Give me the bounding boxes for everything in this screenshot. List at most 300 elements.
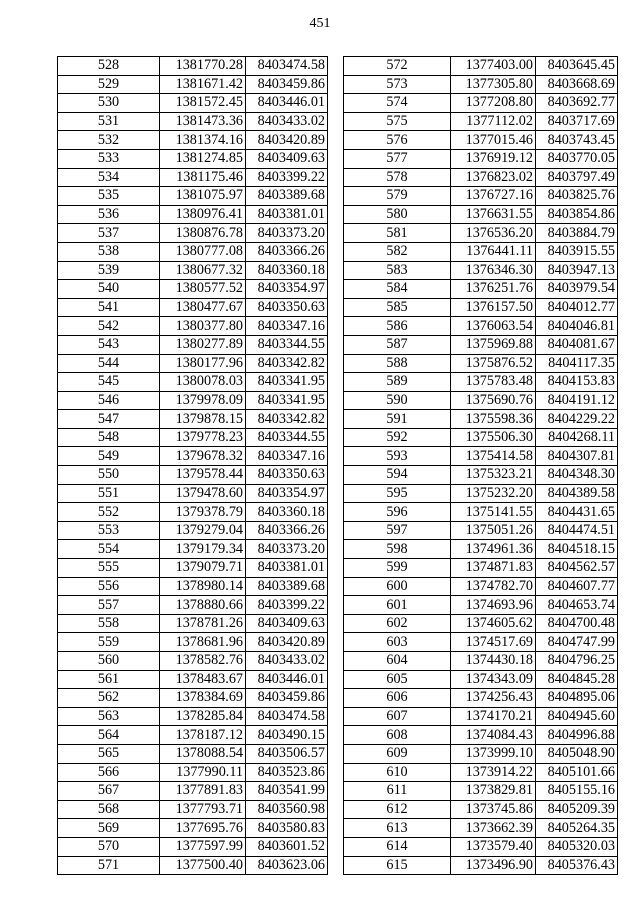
x-coordinate-cell: 1379578.44: [160, 466, 246, 485]
table-row: [344, 447, 618, 466]
y-coordinate-cell: 8404996.88: [536, 726, 618, 745]
x-coordinate-cell: 1375690.76: [451, 391, 536, 410]
point-number-cell: 538: [58, 242, 160, 261]
y-coordinate-cell: 8404653.74: [536, 596, 618, 615]
y-coordinate-cell: 8403420.89: [246, 131, 328, 150]
table-row: [344, 261, 618, 280]
table-row: [58, 652, 328, 671]
x-coordinate-cell: 1379878.15: [160, 410, 246, 429]
table-row: [58, 521, 328, 540]
x-coordinate-cell: 1375323.21: [451, 466, 536, 485]
x-coordinate-cell: 1373745.86: [451, 800, 536, 819]
table-row: [344, 856, 618, 875]
x-coordinate-cell: 1376441.11: [451, 242, 536, 261]
x-coordinate-cell: 1378880.66: [160, 596, 246, 615]
table-row: [344, 633, 618, 652]
y-coordinate-cell: 8405209.39: [536, 800, 618, 819]
x-coordinate-cell: 1379678.32: [160, 447, 246, 466]
table-row: [344, 410, 618, 429]
y-coordinate-cell: 8403381.01: [246, 205, 328, 224]
x-coordinate-cell: 1377500.40: [160, 856, 246, 875]
table-row: [58, 447, 328, 466]
table-row: [344, 205, 618, 224]
table-row: [58, 577, 328, 596]
table-row: [58, 75, 328, 94]
table-row: [344, 335, 618, 354]
point-number-cell: 545: [58, 373, 160, 392]
y-coordinate-cell: 8403350.63: [246, 466, 328, 485]
point-number-cell: 591: [344, 410, 451, 429]
y-coordinate-cell: 8403342.82: [246, 410, 328, 429]
x-coordinate-cell: 1381274.85: [160, 149, 246, 168]
coordinate-table-right: [343, 56, 618, 875]
table-row: [344, 689, 618, 708]
table-row: [344, 670, 618, 689]
x-coordinate-cell: 1377015.46: [451, 131, 536, 150]
x-coordinate-cell: 1375232.20: [451, 484, 536, 503]
table-row: [58, 205, 328, 224]
coordinate-table-left: [57, 56, 328, 875]
table-row: [58, 856, 328, 875]
point-number-cell: 585: [344, 298, 451, 317]
x-coordinate-cell: 1376536.20: [451, 224, 536, 243]
x-coordinate-cell: 1373496.90: [451, 856, 536, 875]
x-coordinate-cell: 1376727.16: [451, 187, 536, 206]
point-number-cell: 601: [344, 596, 451, 615]
table-row: [344, 800, 618, 819]
point-number-cell: 539: [58, 261, 160, 280]
y-coordinate-cell: 8403389.68: [246, 187, 328, 206]
point-number-cell: 604: [344, 652, 451, 671]
point-number-cell: 571: [58, 856, 160, 875]
y-coordinate-cell: 8404607.77: [536, 577, 618, 596]
point-number-cell: 611: [344, 782, 451, 801]
y-coordinate-cell: 8403601.52: [246, 837, 328, 856]
x-coordinate-cell: 1375051.26: [451, 521, 536, 540]
table-row: [344, 224, 618, 243]
x-coordinate-cell: 1378781.26: [160, 614, 246, 633]
y-coordinate-cell: 8403354.97: [246, 280, 328, 299]
point-number-cell: 533: [58, 149, 160, 168]
x-coordinate-cell: 1380976.41: [160, 205, 246, 224]
x-coordinate-cell: 1373829.81: [451, 782, 536, 801]
point-number-cell: 598: [344, 540, 451, 559]
y-coordinate-cell: 8403381.01: [246, 559, 328, 578]
table-row: [344, 373, 618, 392]
y-coordinate-cell: 8404431.65: [536, 503, 618, 522]
y-coordinate-cell: 8404389.58: [536, 484, 618, 503]
y-coordinate-cell: 8403825.76: [536, 187, 618, 206]
point-number-cell: 551: [58, 484, 160, 503]
y-coordinate-cell: 8403433.02: [246, 652, 328, 671]
y-coordinate-cell: 8403770.05: [536, 149, 618, 168]
x-coordinate-cell: 1377208.80: [451, 94, 536, 113]
point-number-cell: 546: [58, 391, 160, 410]
point-number-cell: 569: [58, 819, 160, 838]
point-number-cell: 530: [58, 94, 160, 113]
y-coordinate-cell: 8403409.63: [246, 149, 328, 168]
y-coordinate-cell: 8403884.79: [536, 224, 618, 243]
y-coordinate-cell: 8403373.20: [246, 540, 328, 559]
table-row: [58, 428, 328, 447]
y-coordinate-cell: 8403446.01: [246, 670, 328, 689]
y-coordinate-cell: 8403373.20: [246, 224, 328, 243]
x-coordinate-cell: 1377891.83: [160, 782, 246, 801]
x-coordinate-cell: 1380577.52: [160, 280, 246, 299]
x-coordinate-cell: 1381175.46: [160, 168, 246, 187]
table-row: [344, 707, 618, 726]
table-row: [58, 559, 328, 578]
table-row: [58, 744, 328, 763]
x-coordinate-cell: 1378681.96: [160, 633, 246, 652]
x-coordinate-cell: 1380177.96: [160, 354, 246, 373]
y-coordinate-cell: 8403854.86: [536, 205, 618, 224]
y-coordinate-cell: 8404747.99: [536, 633, 618, 652]
x-coordinate-cell: 1377793.71: [160, 800, 246, 819]
y-coordinate-cell: 8404229.22: [536, 410, 618, 429]
point-number-cell: 580: [344, 205, 451, 224]
table-row: [344, 280, 618, 299]
x-coordinate-cell: 1374782.70: [451, 577, 536, 596]
y-coordinate-cell: 8403347.16: [246, 317, 328, 336]
y-coordinate-cell: 8404895.06: [536, 689, 618, 708]
table-row: [344, 521, 618, 540]
table-row: [344, 652, 618, 671]
point-number-cell: 590: [344, 391, 451, 410]
point-number-cell: 603: [344, 633, 451, 652]
point-number-cell: 610: [344, 763, 451, 782]
point-number-cell: 568: [58, 800, 160, 819]
point-number-cell: 547: [58, 410, 160, 429]
point-number-cell: 587: [344, 335, 451, 354]
x-coordinate-cell: 1378088.54: [160, 744, 246, 763]
point-number-cell: 548: [58, 428, 160, 447]
table-row: [58, 131, 328, 150]
table-row: [58, 298, 328, 317]
point-number-cell: 581: [344, 224, 451, 243]
y-coordinate-cell: 8403409.63: [246, 614, 328, 633]
x-coordinate-cell: 1377305.80: [451, 75, 536, 94]
x-coordinate-cell: 1377597.99: [160, 837, 246, 856]
point-number-cell: 572: [344, 57, 451, 76]
point-number-cell: 600: [344, 577, 451, 596]
x-coordinate-cell: 1377990.11: [160, 763, 246, 782]
table-row: [58, 242, 328, 261]
point-number-cell: 574: [344, 94, 451, 113]
point-number-cell: 535: [58, 187, 160, 206]
table-row: [58, 633, 328, 652]
table-row: [58, 670, 328, 689]
x-coordinate-cell: 1379778.23: [160, 428, 246, 447]
x-coordinate-cell: 1376157.50: [451, 298, 536, 317]
y-coordinate-cell: 8404046.81: [536, 317, 618, 336]
x-coordinate-cell: 1380777.08: [160, 242, 246, 261]
point-number-cell: 529: [58, 75, 160, 94]
y-coordinate-cell: 8403474.58: [246, 707, 328, 726]
x-coordinate-cell: 1375969.88: [451, 335, 536, 354]
table-row: [344, 57, 618, 76]
point-number-cell: 605: [344, 670, 451, 689]
y-coordinate-cell: 8405320.03: [536, 837, 618, 856]
point-number-cell: 561: [58, 670, 160, 689]
x-coordinate-cell: 1373579.40: [451, 837, 536, 856]
x-coordinate-cell: 1378285.84: [160, 707, 246, 726]
table-row: [344, 391, 618, 410]
point-number-cell: 563: [58, 707, 160, 726]
point-number-cell: 577: [344, 149, 451, 168]
table-row: [344, 614, 618, 633]
y-coordinate-cell: 8405101.66: [536, 763, 618, 782]
point-number-cell: 606: [344, 689, 451, 708]
x-coordinate-cell: 1375414.58: [451, 447, 536, 466]
point-number-cell: 549: [58, 447, 160, 466]
point-number-cell: 534: [58, 168, 160, 187]
table-row: [58, 614, 328, 633]
y-coordinate-cell: 8403743.45: [536, 131, 618, 150]
table-row: [344, 559, 618, 578]
point-number-cell: 558: [58, 614, 160, 633]
table-row: [344, 94, 618, 113]
x-coordinate-cell: 1375598.36: [451, 410, 536, 429]
point-number-cell: 557: [58, 596, 160, 615]
table-row: [344, 75, 618, 94]
point-number-cell: 570: [58, 837, 160, 856]
x-coordinate-cell: 1381770.28: [160, 57, 246, 76]
point-number-cell: 584: [344, 280, 451, 299]
point-number-cell: 528: [58, 57, 160, 76]
x-coordinate-cell: 1380477.67: [160, 298, 246, 317]
x-coordinate-cell: 1374430.18: [451, 652, 536, 671]
y-coordinate-cell: 8403541.99: [246, 782, 328, 801]
point-number-cell: 597: [344, 521, 451, 540]
x-coordinate-cell: 1378384.69: [160, 689, 246, 708]
point-number-cell: 559: [58, 633, 160, 652]
x-coordinate-cell: 1376919.12: [451, 149, 536, 168]
y-coordinate-cell: 8403342.82: [246, 354, 328, 373]
table-row: [58, 187, 328, 206]
y-coordinate-cell: 8403341.95: [246, 391, 328, 410]
table-row: [58, 335, 328, 354]
x-coordinate-cell: 1374084.43: [451, 726, 536, 745]
x-coordinate-cell: 1373914.22: [451, 763, 536, 782]
x-coordinate-cell: 1374605.62: [451, 614, 536, 633]
y-coordinate-cell: 8403360.18: [246, 503, 328, 522]
table-row: [58, 280, 328, 299]
point-number-cell: 540: [58, 280, 160, 299]
x-coordinate-cell: 1374256.43: [451, 689, 536, 708]
table-row: [58, 57, 328, 76]
y-coordinate-cell: 8403344.55: [246, 428, 328, 447]
point-number-cell: 566: [58, 763, 160, 782]
table-row: [58, 540, 328, 559]
x-coordinate-cell: 1376631.55: [451, 205, 536, 224]
point-number-cell: 596: [344, 503, 451, 522]
x-coordinate-cell: 1380078.03: [160, 373, 246, 392]
y-coordinate-cell: 8405264.35: [536, 819, 618, 838]
point-number-cell: 575: [344, 112, 451, 131]
x-coordinate-cell: 1374170.21: [451, 707, 536, 726]
y-coordinate-cell: 8403580.83: [246, 819, 328, 838]
table-row: [344, 837, 618, 856]
y-coordinate-cell: 8403623.06: [246, 856, 328, 875]
x-coordinate-cell: 1374961.36: [451, 540, 536, 559]
table-row: [344, 317, 618, 336]
point-number-cell: 609: [344, 744, 451, 763]
x-coordinate-cell: 1376251.76: [451, 280, 536, 299]
table-row: [344, 428, 618, 447]
table-row: [344, 466, 618, 485]
point-number-cell: 544: [58, 354, 160, 373]
point-number-cell: 537: [58, 224, 160, 243]
x-coordinate-cell: 1374517.69: [451, 633, 536, 652]
point-number-cell: 531: [58, 112, 160, 131]
x-coordinate-cell: 1378483.67: [160, 670, 246, 689]
table-row: [344, 187, 618, 206]
y-coordinate-cell: 8403354.97: [246, 484, 328, 503]
table-row: [58, 800, 328, 819]
point-number-cell: 612: [344, 800, 451, 819]
x-coordinate-cell: 1379279.04: [160, 521, 246, 540]
table-row: [344, 354, 618, 373]
table-row: [58, 112, 328, 131]
y-coordinate-cell: 8403915.55: [536, 242, 618, 261]
y-coordinate-cell: 8404117.35: [536, 354, 618, 373]
x-coordinate-cell: 1378187.12: [160, 726, 246, 745]
point-number-cell: 608: [344, 726, 451, 745]
table-row: [58, 224, 328, 243]
table-row: [58, 391, 328, 410]
table-row: [344, 763, 618, 782]
table-row: [344, 744, 618, 763]
table-row: [344, 112, 618, 131]
x-coordinate-cell: 1373662.39: [451, 819, 536, 838]
table-row: [58, 726, 328, 745]
table-row: [58, 484, 328, 503]
point-number-cell: 560: [58, 652, 160, 671]
y-coordinate-cell: 8405048.90: [536, 744, 618, 763]
x-coordinate-cell: 1381075.97: [160, 187, 246, 206]
table-row: [344, 168, 618, 187]
table-row: [58, 168, 328, 187]
x-coordinate-cell: 1376063.54: [451, 317, 536, 336]
table-row: [58, 317, 328, 336]
point-number-cell: 594: [344, 466, 451, 485]
x-coordinate-cell: 1374871.83: [451, 559, 536, 578]
y-coordinate-cell: 8403341.95: [246, 373, 328, 392]
y-coordinate-cell: 8403947.13: [536, 261, 618, 280]
x-coordinate-cell: 1379478.60: [160, 484, 246, 503]
point-number-cell: 553: [58, 521, 160, 540]
table-row: [58, 596, 328, 615]
point-number-cell: 607: [344, 707, 451, 726]
x-coordinate-cell: 1375506.30: [451, 428, 536, 447]
table-row: [344, 503, 618, 522]
table-row: [344, 298, 618, 317]
point-number-cell: 602: [344, 614, 451, 633]
x-coordinate-cell: 1376823.02: [451, 168, 536, 187]
y-coordinate-cell: 8403446.01: [246, 94, 328, 113]
y-coordinate-cell: 8404845.28: [536, 670, 618, 689]
point-number-cell: 613: [344, 819, 451, 838]
y-coordinate-cell: 8404012.77: [536, 298, 618, 317]
y-coordinate-cell: 8403506.57: [246, 744, 328, 763]
y-coordinate-cell: 8403523.86: [246, 763, 328, 782]
y-coordinate-cell: 8403420.89: [246, 633, 328, 652]
coordinate-table-body: [344, 57, 618, 875]
y-coordinate-cell: 8404153.83: [536, 373, 618, 392]
point-number-cell: 532: [58, 131, 160, 150]
table-row: [344, 242, 618, 261]
y-coordinate-cell: 8404474.51: [536, 521, 618, 540]
x-coordinate-cell: 1381671.42: [160, 75, 246, 94]
table-row: [344, 819, 618, 838]
table-row: [344, 149, 618, 168]
table-row: [344, 577, 618, 596]
y-coordinate-cell: 8403459.86: [246, 689, 328, 708]
y-coordinate-cell: 8403366.26: [246, 242, 328, 261]
page-number: 451: [309, 16, 331, 31]
table-row: [58, 94, 328, 113]
y-coordinate-cell: 8404191.12: [536, 391, 618, 410]
y-coordinate-cell: 8404945.60: [536, 707, 618, 726]
point-number-cell: 583: [344, 261, 451, 280]
point-number-cell: 552: [58, 503, 160, 522]
point-number-cell: 579: [344, 187, 451, 206]
x-coordinate-cell: 1377112.02: [451, 112, 536, 131]
y-coordinate-cell: 8403645.45: [536, 57, 618, 76]
point-number-cell: 555: [58, 559, 160, 578]
y-coordinate-cell: 8404307.81: [536, 447, 618, 466]
point-number-cell: 586: [344, 317, 451, 336]
point-number-cell: 541: [58, 298, 160, 317]
y-coordinate-cell: 8403360.18: [246, 261, 328, 280]
point-number-cell: 593: [344, 447, 451, 466]
point-number-cell: 615: [344, 856, 451, 875]
y-coordinate-cell: 8403399.22: [246, 596, 328, 615]
point-number-cell: 536: [58, 205, 160, 224]
table-row: [344, 596, 618, 615]
table-row: [58, 149, 328, 168]
x-coordinate-cell: 1379978.09: [160, 391, 246, 410]
y-coordinate-cell: 8404796.25: [536, 652, 618, 671]
point-number-cell: 562: [58, 689, 160, 708]
point-number-cell: 592: [344, 428, 451, 447]
table-row: [58, 837, 328, 856]
table-row: [58, 466, 328, 485]
x-coordinate-cell: 1380876.78: [160, 224, 246, 243]
point-number-cell: 576: [344, 131, 451, 150]
y-coordinate-cell: 8403389.68: [246, 577, 328, 596]
point-number-cell: 595: [344, 484, 451, 503]
y-coordinate-cell: 8404081.67: [536, 335, 618, 354]
point-number-cell: 554: [58, 540, 160, 559]
x-coordinate-cell: 1375141.55: [451, 503, 536, 522]
y-coordinate-cell: 8403560.98: [246, 800, 328, 819]
y-coordinate-cell: 8403474.58: [246, 57, 328, 76]
y-coordinate-cell: 8403399.22: [246, 168, 328, 187]
point-number-cell: 614: [344, 837, 451, 856]
x-coordinate-cell: 1381473.36: [160, 112, 246, 131]
coordinate-table-body: [58, 57, 328, 875]
table-row: [344, 782, 618, 801]
point-number-cell: 567: [58, 782, 160, 801]
table-row: [58, 689, 328, 708]
y-coordinate-cell: 8404518.15: [536, 540, 618, 559]
x-coordinate-cell: 1374343.09: [451, 670, 536, 689]
table-row: [58, 782, 328, 801]
x-coordinate-cell: 1380377.80: [160, 317, 246, 336]
y-coordinate-cell: 8404348.30: [536, 466, 618, 485]
